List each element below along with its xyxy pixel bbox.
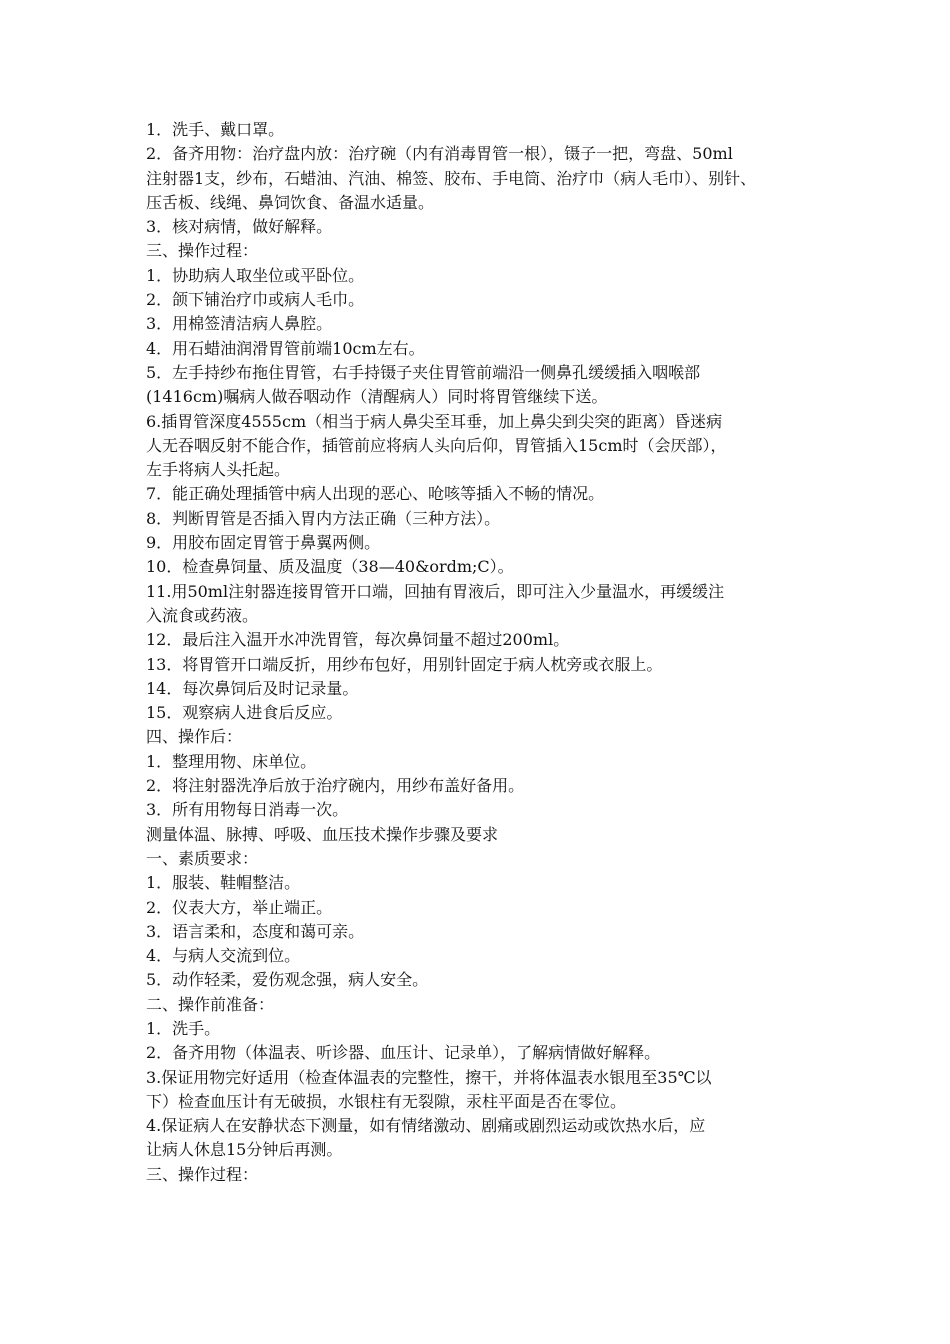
text-line: 1．洗手。 (146, 1018, 221, 1038)
text-line: 5．动作轻柔，爱伤观念强，病人安全。 (146, 970, 429, 990)
document-title: 测量体温、脉搏、呼吸、血压技术操作步骤及要求 (146, 824, 499, 844)
text-line: 下）检查血压计有无破损，水银柱有无裂隙，汞柱平面是否在零位。 (146, 1091, 627, 1111)
text-line: 入流食或药液。 (146, 605, 259, 625)
text-line: 左手将病人头托起。 (146, 460, 291, 480)
text-line: 6.插胃管深度4555cm（相当于病人鼻尖至耳垂，加上鼻尖到尖突的距离）昏迷病 (146, 411, 723, 431)
text-line: 1．洗手、戴口罩。 (146, 120, 285, 139)
document-body (146, 118, 810, 1187)
text-line: 注射器1支，纱布，石蜡油、汽油、棉签、胶布、手电筒、治疗巾（病人毛巾）、别针、 (146, 168, 757, 188)
text-line: 压舌板、线绳、鼻饲饮食、备温水适量。 (146, 192, 435, 212)
text-line: 4．用石蜡油润滑胃管前端10cm左右。 (146, 338, 425, 358)
text-line: 2．颌下铺治疗巾或病人毛巾。 (146, 290, 365, 310)
text-line: 12．最后注入温开水冲洗胃管，每次鼻饲量不超过200ml。 (146, 630, 570, 650)
text-line: 1．协助病人取坐位或平卧位。 (146, 265, 365, 285)
text-line: 2．将注射器洗净后放于治疗碗内，用纱布盖好备用。 (146, 776, 525, 796)
text-line: 4.保证病人在安静状态下测量，如有情绪激动、剧痛或剧烈运动或饮热水后，应 (146, 1116, 706, 1136)
text-line: 8．判断胃管是否插入胃内方法正确（三种方法）。 (146, 508, 501, 528)
section-heading: 四、操作后： (146, 727, 243, 747)
text-line: 让病人休息15分钟后再测。 (146, 1140, 343, 1160)
text-line: 13．将胃管开口端反折，用纱布包好，用别针固定于病人枕旁或衣服上。 (146, 654, 663, 674)
text-line: 2．仪表大方，举止端正。 (146, 897, 333, 917)
text-line: 3．所有用物每日消毒一次。 (146, 800, 349, 820)
text-line: 1．服装、鞋帽整洁。 (146, 873, 301, 893)
section-heading: 一、素质要求： (146, 848, 259, 868)
section-heading: 三、操作过程： (146, 241, 259, 261)
section-heading: 二、操作前准备： (146, 994, 275, 1014)
text-line: 9．用胶布固定胃管于鼻翼两侧。 (146, 533, 381, 553)
text-line: 15．观察病人进食后反应。 (146, 703, 343, 723)
section-heading: 三、操作过程： (146, 1164, 259, 1184)
text-line: 人无吞咽反射不能合作，插管前应将病人头向后仰，胃管插入15cm时（会厌部）， (146, 435, 727, 455)
text-line: 10．检查鼻饲量、质及温度（38—40&ordm;C）。 (146, 557, 514, 577)
text-line: 7．能正确处理插管中病人出现的恶心、呛咳等插入不畅的情况。 (146, 484, 605, 504)
text-line: 3．核对病情，做好解释。 (146, 217, 333, 237)
text-line: 11.用50ml注射器连接胃管开口端，回抽有胃液后，即可注入少量温水，再缓缓注 (146, 581, 725, 601)
text-line: 2．备齐用物（体温表、听诊器、血压计、记录单），了解病情做好解释。 (146, 1043, 661, 1063)
text-line: 3.保证用物完好适用（检查体温表的完整性，擦干，并将体温表水银甩至35℃以 (146, 1067, 712, 1087)
text-line: 14．每次鼻饲后及时记录量。 (146, 678, 359, 698)
text-line: 1．整理用物、床单位。 (146, 751, 317, 771)
text-line: 2．备齐用物：治疗盘内放：治疗碗（内有消毒胃管一根），镊子一把，弯盘、50ml (146, 144, 733, 164)
text-line: 5．左手持纱布拖住胃管，右手持镊子夹住胃管前端沿一侧鼻孔缓缓插入咽喉部 (146, 362, 701, 382)
text-line: (1416cm)嘱病人做吞咽动作（清醒病人）同时将胃管继续下送。 (146, 387, 608, 407)
text-line: 3．语言柔和，态度和蔼可亲。 (146, 921, 365, 941)
text-line: 4．与病人交流到位。 (146, 946, 301, 966)
text-line: 3．用棉签清洁病人鼻腔。 (146, 314, 333, 334)
